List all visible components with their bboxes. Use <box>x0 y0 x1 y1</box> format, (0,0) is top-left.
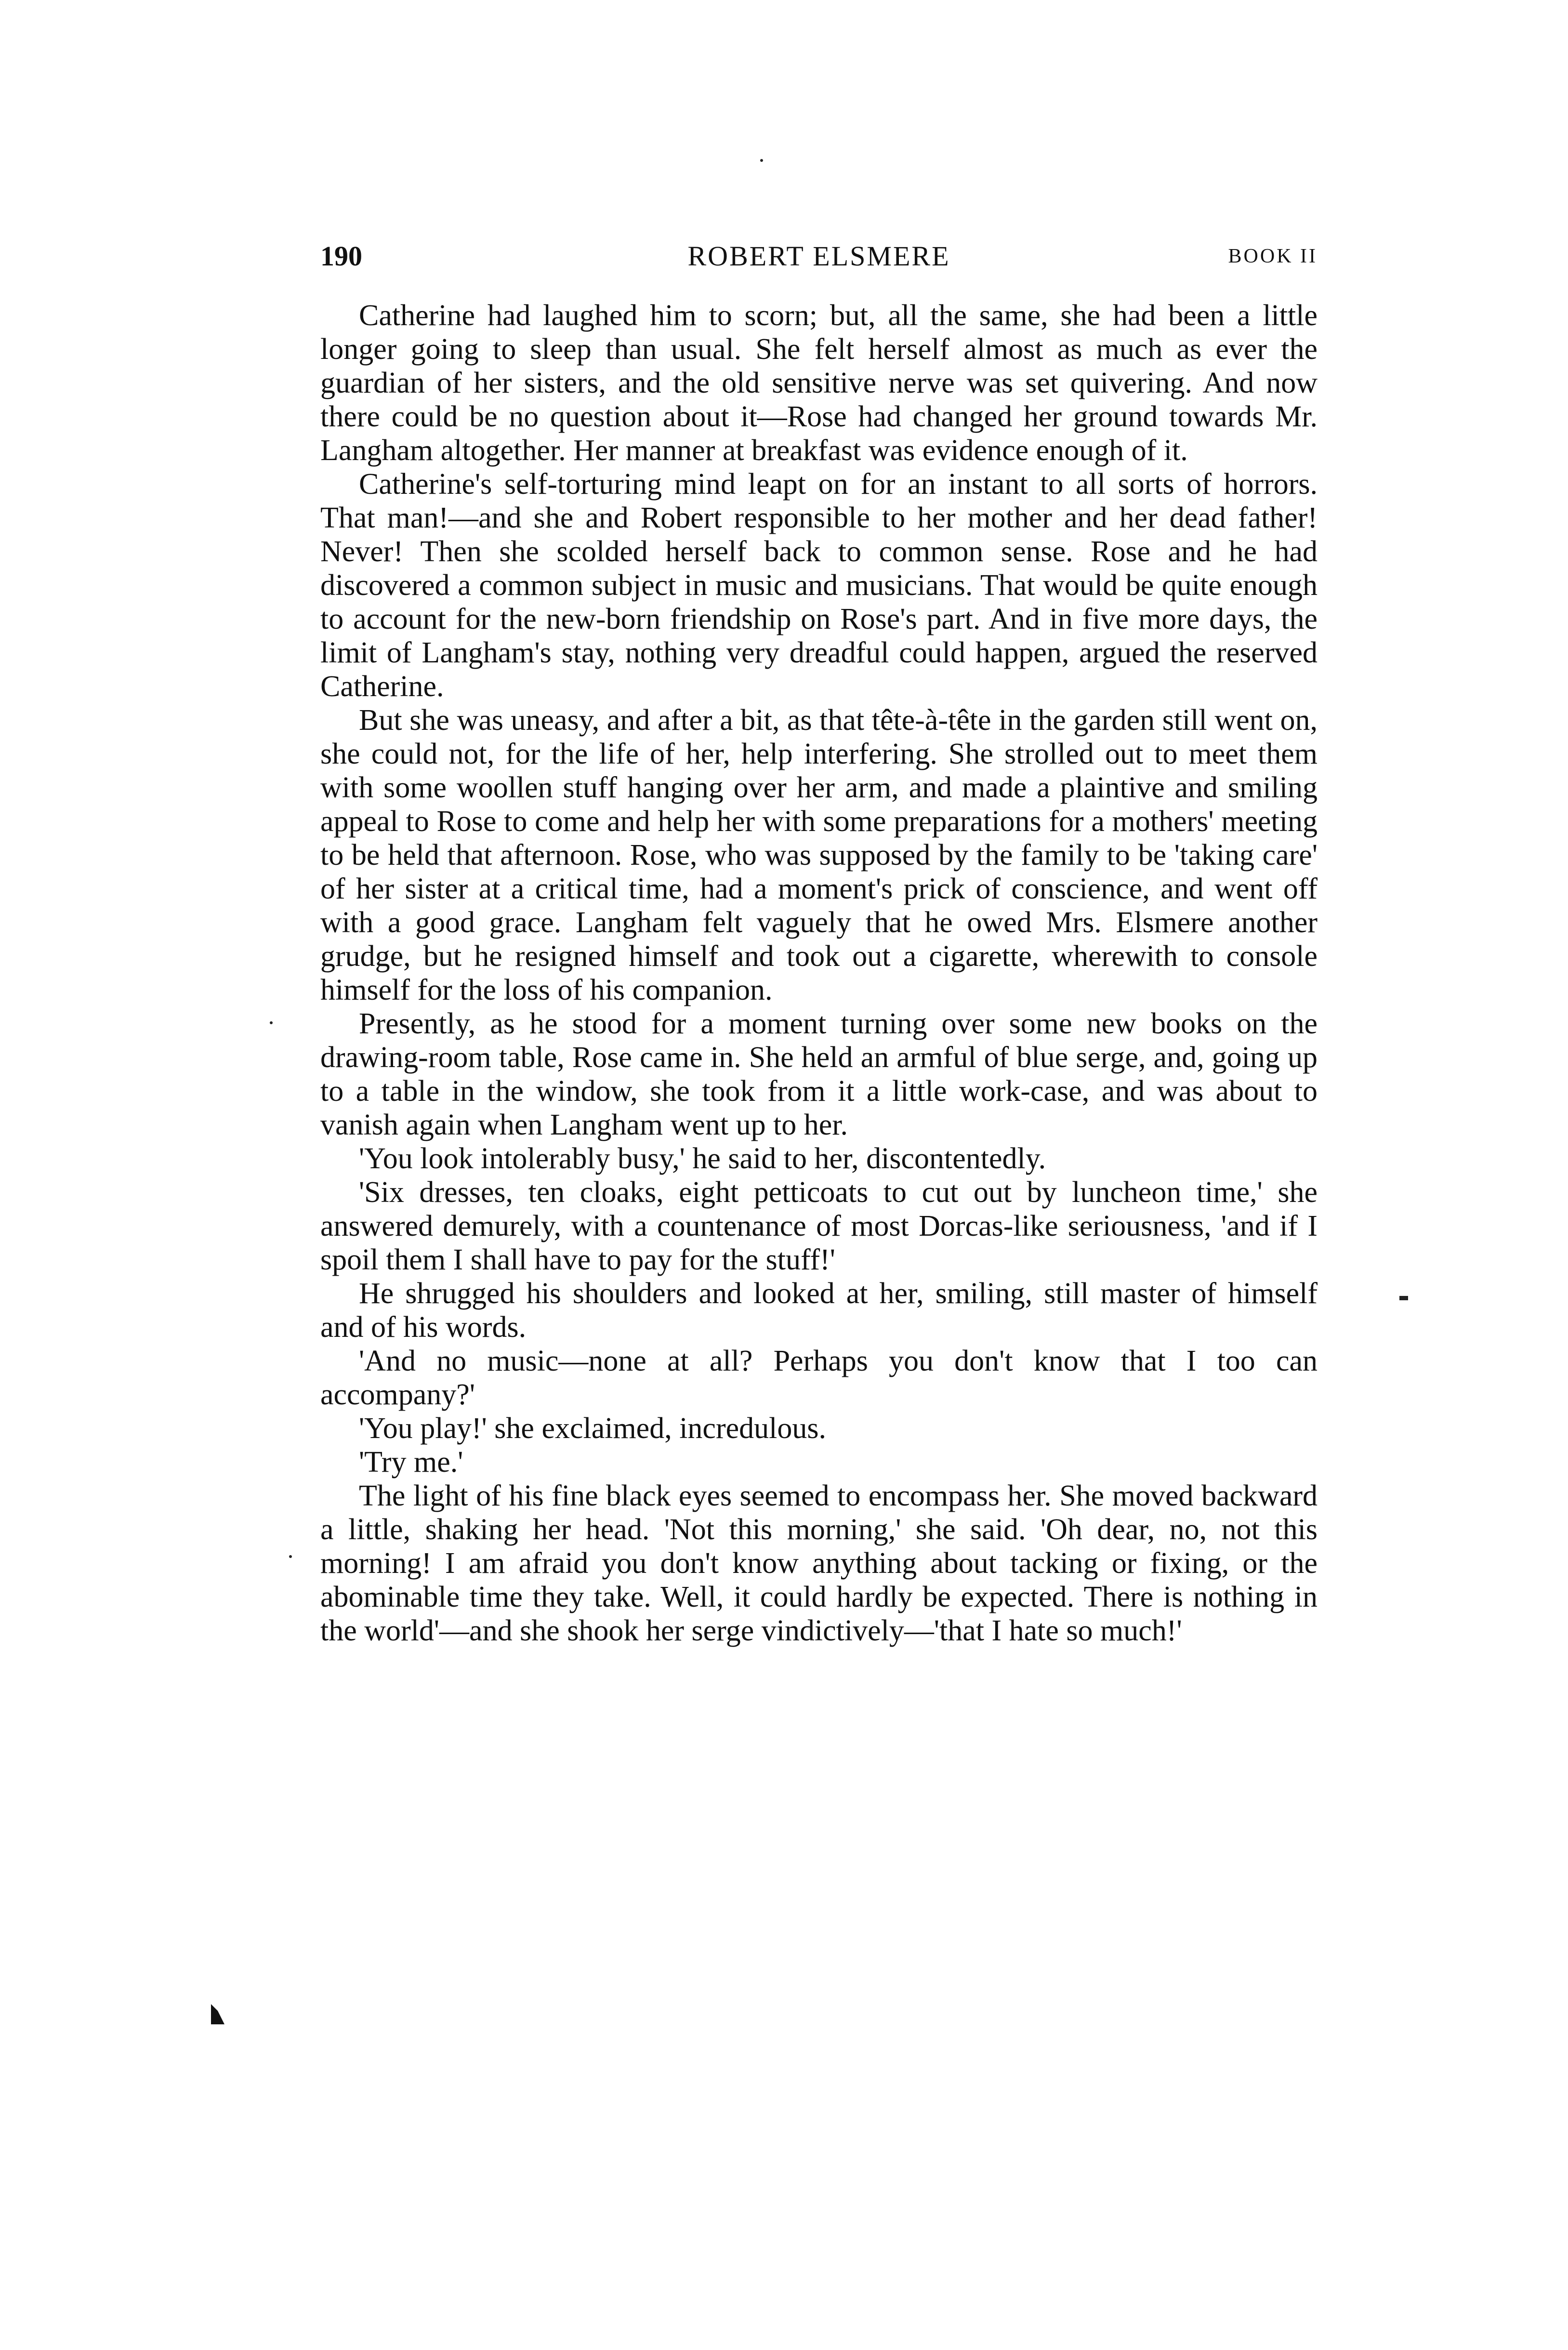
paragraph: But she was uneasy, and after a bit, as that tête-à-tête in the garden still went on, she could not, for the life of her, help interfering. She strolled out to meet them with some woollen stuff hanging over her arm, and made a plaintive and smiling appeal to Rose to come and help her with some preparations for a mothers' meeting to be held that afternoon. Rose, who was supposed by the family to be 'taking care' of her sister at a critical time, had a moment's prick of conscience, and went off with a good grace. Langham felt vaguely that he owed Mrs. Elsmere another grudge, but he resigned himself and took out a cigarette, wherewith to console himself for the loss of his companion. <box>320 704 1318 1006</box>
paragraph: 'And no music—none at all? Perhaps you don't know that I too can accompany?' <box>320 1345 1318 1411</box>
running-head: ROBERT ELSMERE <box>687 240 950 272</box>
paragraph: He shrugged his shoulders and looked at her, smiling, still master of himself and of his words. <box>320 1277 1318 1344</box>
book-label: BOOK II <box>1228 245 1318 267</box>
paragraph: Catherine had laughed him to scorn; but, all the same, she had been a little longer going to sleep than usual. She felt herself almost as much as ever the guardian of her sisters, and the old sensitive nerve was set quivering. And now there could be no question about it—Rose had changed her ground towards Mr. Langham altogether. Her manner at breakfast was evidence enough of it. <box>320 299 1318 467</box>
corner-mark <box>211 2004 224 2024</box>
page-header <box>320 237 1318 276</box>
paragraph: Presently, as he stood for a moment turning over some new books on the drawing-room table, Rose came in. She held an armful of blue serge, and, going up to a table in the window, she took from it a little work-case, and was about to vanish again when Langham went up to her. <box>320 1007 1318 1141</box>
paragraph: 'Six dresses, ten cloaks, eight petticoats to cut out by luncheon time,' she answered demurely, with a countenance of most Dorcas-like seriousness, 'and if I spoil them I shall have to pay for the stuff!' <box>320 1176 1318 1276</box>
ink-speck <box>289 1555 292 1558</box>
paragraph: 'Try me.' <box>359 1446 463 1479</box>
paragraph: 'You play!' she exclaimed, incredulous. <box>359 1412 826 1445</box>
paragraph: Catherine's self-torturing mind leapt on for an instant to all sorts of horrors. That man!—and she and Robert responsible to her mother and her dead father! Never! Then she scolded herself back to common sense. Rose and he had discovered a common subject in music and musicians. That would be quite enough to account for the new-born friendship on Rose's part. And in five more days, the limit of Langham's stay, nothing very dreadful could happen, argued the reserved Catherine. <box>320 468 1318 703</box>
ink-speck <box>1399 1296 1408 1300</box>
body-text <box>320 299 1318 1648</box>
paragraph: 'You look intolerably busy,' he said to her, discontentedly. <box>359 1142 1046 1175</box>
ink-speck <box>760 159 763 162</box>
page-number: 190 <box>320 240 362 272</box>
ink-speck <box>270 1021 273 1024</box>
paragraph: The light of his fine black eyes seemed to encompass her. She moved backward a little, shaking her head. 'Not this morning,' she said. 'Oh dear, no, not this morning! I am afraid you don't know anything about tacking or fixing, or the abominable time they take. Well, it could hardly be expected. There is nothing in the world'—and she shook her serge vindictively—'that I hate so much!' <box>320 1479 1318 1647</box>
